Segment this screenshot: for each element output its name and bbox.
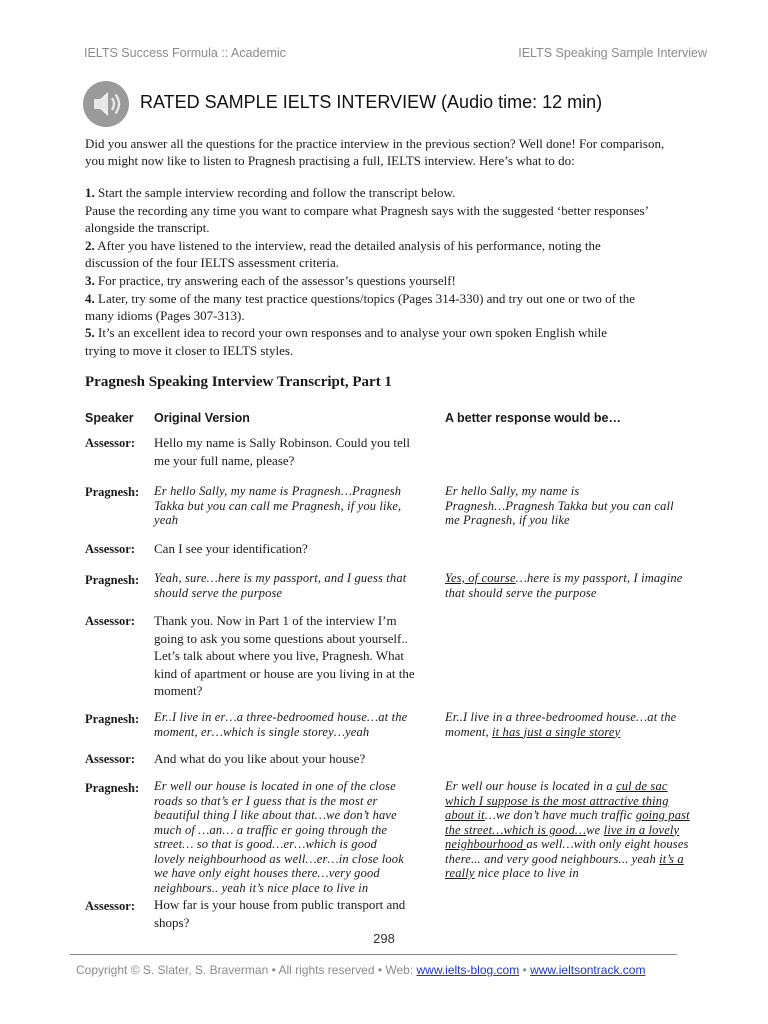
step-number: 3. — [85, 273, 95, 288]
underlined-phrase: it has just a single storey — [492, 724, 621, 739]
row-better — [445, 779, 690, 881]
underlined-phrase: which I suppose is the most attractive thing — [445, 793, 669, 808]
text-run: …here is my passport, I imagine — [515, 571, 683, 585]
step-1-line-2: Pause the recording any time you want to compare what Pragnesh says with the suggested ‘better responses’ — [85, 203, 649, 218]
step-text: For practice, try answering each of the assessor’s questions yourself! — [98, 273, 456, 288]
text-line: roads so that’s er I guess that is the most er — [154, 793, 378, 808]
row-original — [154, 612, 415, 700]
step-number: 2. — [85, 238, 95, 253]
step-text: Later, try some of the many test practice questions/topics (Pages 314-330) and try out one or two of the — [98, 291, 636, 306]
page-title: RATED SAMPLE IELTS INTERVIEW (Audio time: 12 min) — [140, 92, 603, 112]
intro-line-1: Did you answer all the questions for the practice interview in the previous section? Well done! For comparison, — [85, 136, 665, 151]
step-2-line-2: discussion of the four IELTS assessment criteria. — [85, 255, 340, 270]
page-number: 298 — [373, 931, 395, 946]
text-line — [445, 794, 690, 809]
step-5 — [85, 324, 607, 342]
text-line — [445, 808, 690, 823]
row-original — [154, 710, 407, 739]
text-line — [445, 823, 690, 838]
copyright-text: Copyright © S. Slater, S. Braverman • All rights reserved • Web: — [76, 963, 417, 977]
step-2 — [85, 237, 601, 255]
text-line: Er hello Sally, my name is — [445, 484, 580, 498]
text-line: we have only eight houses there…very good — [154, 866, 380, 880]
row-speaker: Assessor: — [85, 614, 135, 628]
step-4 — [85, 290, 635, 308]
underlined-phrase: neighbourhood — [445, 837, 527, 851]
footer-separator: • — [519, 963, 531, 977]
text-line — [445, 837, 690, 852]
step-text: Start the sample interview recording and follow the transcript below. — [98, 185, 456, 200]
text-line: Thank you. Now in Part 1 of the interview I’m — [154, 613, 397, 628]
text-run: …we don’t have much traffic — [484, 808, 636, 822]
text-line — [445, 571, 682, 586]
text-line: Er hello Sally, my name is Pragnesh…Pragnesh — [154, 484, 402, 498]
row-better — [445, 571, 682, 600]
text-line: moment, er…which is single storey…yeah — [154, 724, 370, 739]
text-line: me your full name, please? — [154, 452, 295, 468]
header-left: IELTS Success Formula :: Academic — [84, 46, 286, 60]
underlined-phrase: Yes, of course — [445, 571, 516, 585]
underlined-phrase: about it — [445, 808, 485, 822]
row-speaker: Pragnesh: — [85, 781, 140, 795]
row-original — [154, 484, 401, 528]
text-run: there... and very good neighbours... yeah — [445, 851, 660, 866]
text-line: Takka but you can call me Pragnesh, if you like, — [154, 498, 402, 513]
step-1 — [85, 184, 455, 202]
row-speaker: Pragnesh: — [85, 712, 140, 726]
row-speaker: Assessor: — [85, 899, 135, 913]
intro-line-2: you might now like to listen to Pragnesh practising a full, IELTS interview. Here’s what to do: — [85, 153, 575, 168]
underlined-phrase: the street…which is good… — [445, 822, 587, 837]
text-line: Hello my name is Sally Robinson. Could you tell — [154, 435, 411, 450]
row-original — [154, 540, 308, 558]
underlined-phrase: it’s a — [659, 851, 684, 866]
step-number: 5. — [85, 325, 95, 340]
text-line: street… so that is good…er…which is good — [154, 837, 377, 851]
row-better — [445, 710, 676, 739]
step-5-line-2: trying to move it closer to IELTS styles. — [85, 343, 294, 358]
row-original — [154, 896, 405, 931]
underlined-phrase: going past — [635, 808, 690, 822]
row-speaker: Assessor: — [85, 436, 135, 450]
text-line: shops? — [154, 914, 190, 930]
text-line: Yeah, sure…here is my passport, and I guess that — [154, 571, 407, 585]
link-ieltsontrack[interactable]: www.ieltsontrack.com — [530, 963, 646, 977]
footer-divider — [70, 954, 677, 955]
speaker-icon[interactable] — [82, 80, 130, 128]
text-line: moment? — [154, 683, 203, 698]
text-line — [445, 779, 690, 794]
row-speaker: Pragnesh: — [85, 485, 140, 499]
underlined-phrase: really — [445, 866, 475, 880]
underlined-phrase: cul de sac — [616, 779, 668, 793]
text-line: Er..I live in a three-bedroomed house…at the — [445, 710, 677, 724]
text-line: should serve the purpose — [154, 585, 283, 600]
header-right: IELTS Speaking Sample Interview — [518, 46, 707, 60]
text-line: neighbours.. yeah it’s nice place to live in — [154, 880, 369, 895]
text-line: How far is your house from public transport and — [154, 897, 406, 912]
text-line — [445, 852, 690, 867]
text-line: much of …an… a traffic er going through the — [154, 822, 388, 837]
text-line: me Pragnesh, if you like — [445, 513, 570, 527]
row-better — [445, 484, 674, 528]
text-run: as well…with only eight houses — [526, 837, 689, 851]
row-original — [154, 571, 406, 600]
step-3 — [85, 272, 456, 290]
row-original — [154, 750, 365, 768]
step-text: It’s an excellent idea to record your own responses and to analyse your own spoken English while — [98, 325, 608, 340]
step-text: After you have listened to the interview, read the detailed analysis of his performance, noting the — [97, 238, 601, 253]
text-line — [445, 725, 676, 740]
step-number: 1. — [85, 185, 95, 200]
text-line: lovely neighbourhood as well…er…in close look — [154, 851, 404, 866]
text-line: Let’s talk about where you live, Pragnesh. What — [154, 648, 404, 663]
text-line: Er..I live in er…a three-bedroomed house…at the — [154, 710, 408, 724]
text-line: kind of apartment or house are you living in at the — [154, 665, 415, 681]
text-line: And what do you like about your house? — [154, 751, 366, 766]
text-line: Er well our house is located in one of the close — [154, 779, 396, 793]
text-line: Can I see your identification? — [154, 541, 308, 556]
underlined-phrase: live in a lovely — [603, 822, 680, 837]
text-line: Pragnesh…Pragnesh Takka but you can call — [445, 498, 674, 513]
step-number: 4. — [85, 291, 95, 306]
row-original — [154, 779, 404, 895]
text-run: moment, — [445, 724, 493, 739]
step-1-line-3: alongside the transcript. — [85, 220, 210, 235]
transcript-title: Pragnesh Speaking Interview Transcript, Part 1 — [85, 374, 392, 390]
row-speaker: Assessor: — [85, 752, 135, 766]
text-line: yeah — [154, 513, 179, 527]
text-line: beautiful thing I like about that…we don’t have — [154, 808, 397, 822]
text-run: nice place to live in — [474, 866, 579, 880]
text-line — [445, 866, 690, 881]
text-line: going to ask you some questions about yourself.. — [154, 630, 408, 646]
text-run: Er well our house is located in a — [445, 779, 617, 793]
row-speaker: Assessor: — [85, 542, 135, 556]
column-header-original: Original Version — [154, 411, 250, 425]
text-line: that should serve the purpose — [445, 585, 597, 600]
row-speaker: Pragnesh: — [85, 573, 140, 587]
footer — [76, 963, 645, 977]
column-header-speaker: Speaker — [85, 411, 134, 425]
row-original — [154, 434, 410, 469]
step-4-line-2: many idioms (Pages 307-313). — [85, 308, 245, 323]
text-run: we — [586, 822, 604, 837]
column-header-better: A better response would be… — [445, 411, 621, 425]
link-ielts-blog[interactable]: www.ielts-blog.com — [416, 963, 520, 977]
